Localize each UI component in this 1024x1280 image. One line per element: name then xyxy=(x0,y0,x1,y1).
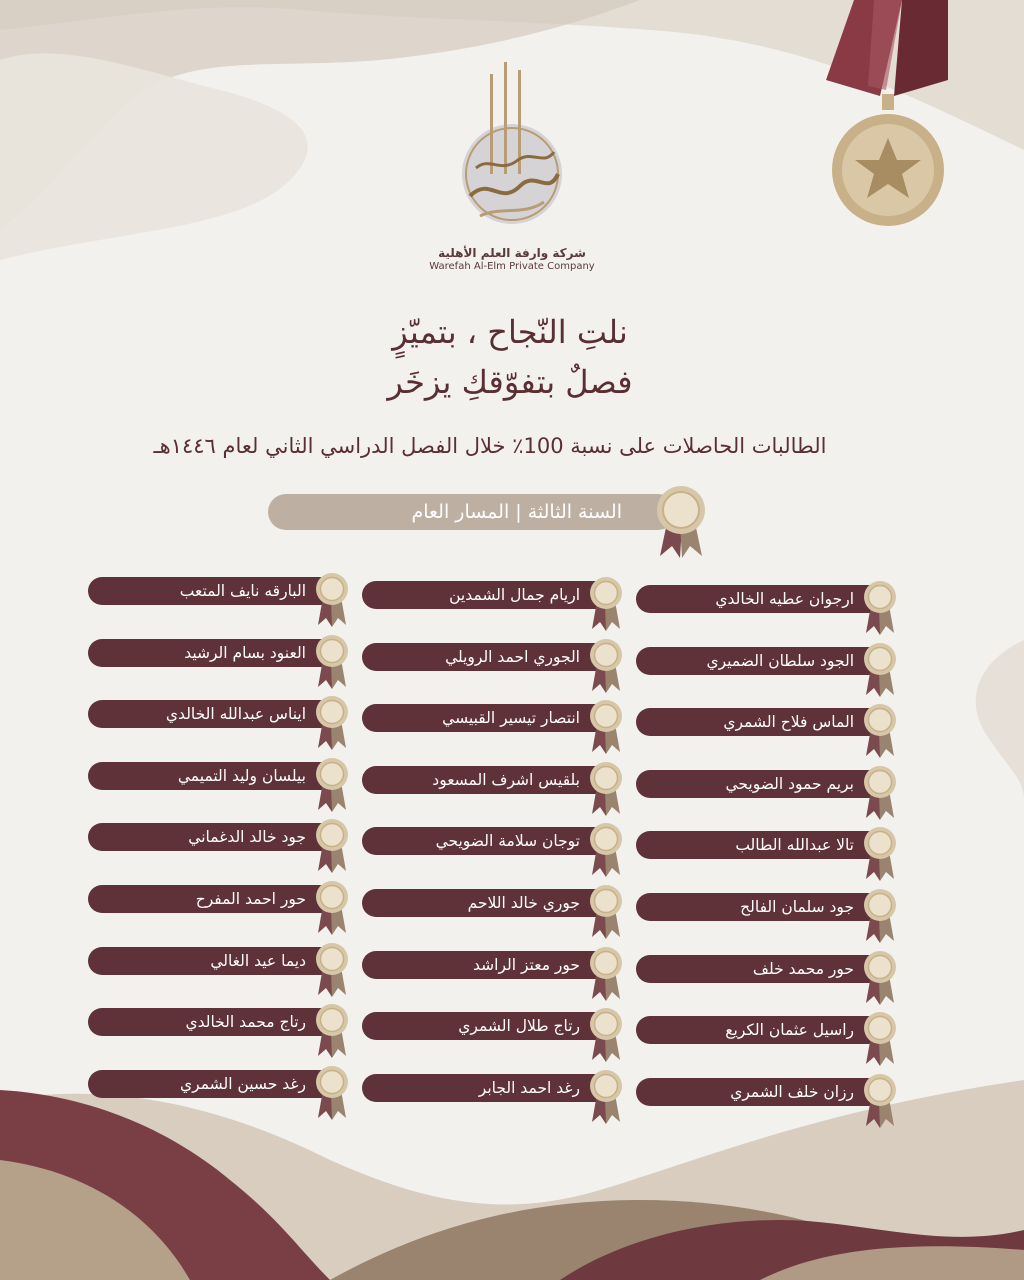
headline-line-1: نلتِ النّجاح ، بتميّزٍ xyxy=(392,313,628,351)
student-name-pill xyxy=(362,581,616,609)
rosette-icon xyxy=(860,764,900,820)
company-name-english: Warefah Al-Elm Private Company xyxy=(429,261,595,272)
student-name-pill xyxy=(362,827,616,855)
student-name: اريام جمال الشمدين xyxy=(449,586,580,604)
student-name-pill xyxy=(636,708,890,736)
student-name: ديما عيد الغالي xyxy=(210,952,306,970)
section-banner xyxy=(268,494,676,530)
student-name-pill xyxy=(636,1016,890,1044)
student-name-pill xyxy=(636,893,890,921)
student-name: تالا عبدالله الطالب xyxy=(735,836,854,854)
student-name: حور احمد المفرح xyxy=(195,890,306,908)
rosette-icon xyxy=(312,1002,352,1058)
student-name-pill xyxy=(88,577,342,605)
student-name-pill xyxy=(362,951,616,979)
student-name-pill xyxy=(88,639,342,667)
student-name-pill xyxy=(636,770,890,798)
medal-icon xyxy=(824,0,950,230)
student-name-pill xyxy=(362,889,616,917)
rosette-icon xyxy=(586,760,626,816)
rosette-icon xyxy=(312,571,352,627)
rosette-icon xyxy=(860,825,900,881)
student-name: حور معتز الراشد xyxy=(473,956,580,974)
student-name-pill xyxy=(362,766,616,794)
rosette-icon xyxy=(586,821,626,877)
student-name-pill xyxy=(636,1078,890,1106)
student-name: ايناس عبدالله الخالدي xyxy=(165,705,306,723)
logo-emblem xyxy=(440,56,584,226)
student-name-pill xyxy=(88,700,342,728)
rosette-icon xyxy=(586,637,626,693)
student-name-pill xyxy=(636,955,890,983)
headline-line-2: فصلٌ بتفوّقكِ يزخَر xyxy=(387,363,633,401)
student-name-pill xyxy=(88,1008,342,1036)
student-name-pill xyxy=(88,947,342,975)
student-name: رغد احمد الجابر xyxy=(478,1079,580,1097)
page-subtitle: الطالبات الحاصلات على نسبة 100٪ خلال الفصل الدراسي الثاني لعام ١٤٤٦هـ xyxy=(153,434,827,458)
student-name: انتصار تيسير القبيسي xyxy=(442,709,580,727)
rosette-icon xyxy=(586,883,626,939)
rosette-icon xyxy=(312,817,352,873)
rosette-icon xyxy=(860,702,900,758)
student-name-pill xyxy=(362,643,616,671)
student-name: بلقيس اشرف المسعود xyxy=(432,771,580,789)
rosette-icon xyxy=(586,1068,626,1124)
student-name: رتاج طلال الشمري xyxy=(458,1017,580,1035)
rosette-icon xyxy=(586,698,626,754)
student-name: بريم حمود الضويحي xyxy=(725,775,854,793)
student-name: البارقه نايف المتعب xyxy=(179,582,306,600)
rosette-icon xyxy=(586,1006,626,1062)
rosette-icon xyxy=(860,579,900,635)
rosette-icon xyxy=(312,756,352,812)
student-name: ارجوان عطيه الخالدي xyxy=(715,590,854,608)
student-name: رزان خلف الشمري xyxy=(730,1083,854,1101)
company-name-arabic: شركة وارفة العلم الأهلية xyxy=(438,246,586,260)
student-name: جود سلمان الفالح xyxy=(740,898,854,916)
student-name-pill xyxy=(362,1074,616,1102)
student-name: العنود بسام الرشيد xyxy=(184,644,306,662)
student-name-pill xyxy=(636,647,890,675)
rosette-icon xyxy=(312,694,352,750)
student-name-pill xyxy=(88,762,342,790)
rosette-icon xyxy=(312,633,352,689)
student-name: الجود سلطان الضميري xyxy=(706,652,854,670)
student-name: الجوري احمد الرويلي xyxy=(445,648,580,666)
rosette-icon xyxy=(860,641,900,697)
rosette-icon xyxy=(312,941,352,997)
student-name-pill xyxy=(362,704,616,732)
rosette-icon xyxy=(860,1010,900,1066)
rosette-icon xyxy=(652,484,710,560)
student-name-pill xyxy=(88,823,342,851)
student-name: جوري خالد اللاحم xyxy=(467,894,580,912)
student-name: الماس فلاح الشمري xyxy=(723,713,854,731)
student-name: توجان سلامة الضويحي xyxy=(435,832,580,850)
student-name-pill xyxy=(362,1012,616,1040)
rosette-icon xyxy=(860,949,900,1005)
student-name-pill xyxy=(88,885,342,913)
student-name-pill xyxy=(636,831,890,859)
student-name: راسيل عثمان الكريع xyxy=(725,1021,854,1039)
rosette-icon xyxy=(312,1064,352,1120)
section-label: السنة الثالثة | المسار العام xyxy=(411,501,622,523)
student-name: رغد حسين الشمري xyxy=(180,1075,306,1093)
rosette-icon xyxy=(586,945,626,1001)
student-name: بيلسان وليد التميمي xyxy=(177,767,306,785)
rosette-icon xyxy=(312,879,352,935)
student-name: حور محمد خلف xyxy=(752,960,854,978)
student-name: جود خالد الدغماني xyxy=(188,828,306,846)
rosette-icon xyxy=(586,575,626,631)
student-name: رتاج محمد الخالدي xyxy=(185,1013,306,1031)
student-name-pill xyxy=(636,585,890,613)
rosette-icon xyxy=(860,1072,900,1128)
rosette-icon xyxy=(860,887,900,943)
student-name-pill xyxy=(88,1070,342,1098)
